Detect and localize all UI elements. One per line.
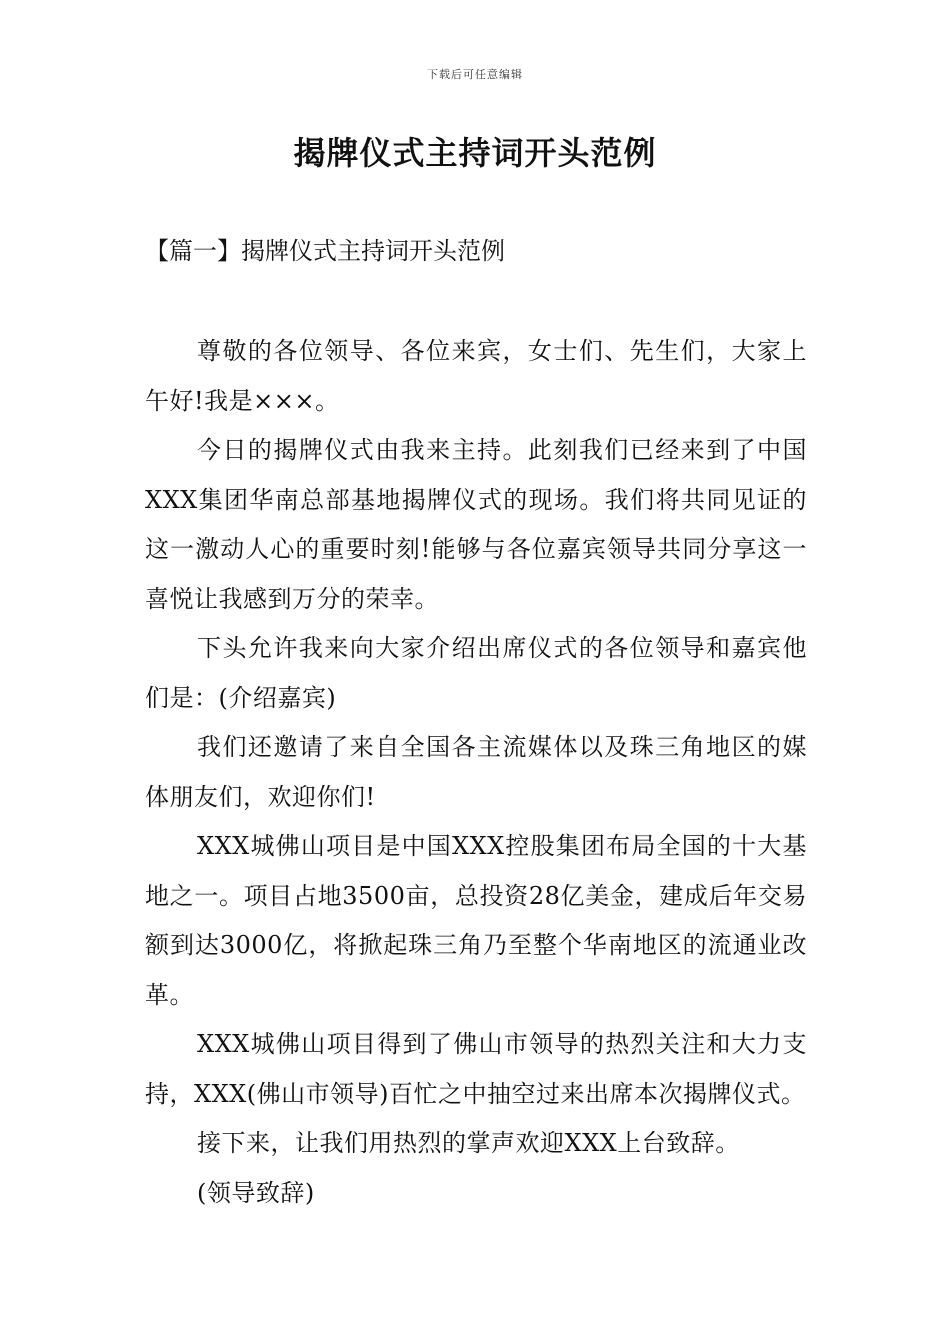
paragraph-opening: 今日的揭牌仪式由我来主持。此刻我们已经来到了中国XXX集团华南总部基地揭牌仪式的现场。我们将共同见证的这一激动人心的重要时刻!能够与各位嘉宾领导共同分享这一喜悦让我感到万分的荣幸。 <box>145 436 807 613</box>
paragraph-guest-intro: 下头允许我来向大家介绍出席仪式的各位领导和嘉宾他们是：(介绍嘉宾) <box>145 634 807 712</box>
paragraph-media: 我们还邀请了来自全国各主流媒体以及珠三角地区的媒体朋友们，欢迎你们! <box>145 733 807 811</box>
paragraph-support: XXX城佛山项目得到了佛山市领导的热烈关注和大力支持，XXX(佛山市领导)百忙之中抽空过来出席本次揭牌仪式。 <box>145 1030 807 1108</box>
section-title: 【篇一】揭牌仪式主持词开头范例 <box>145 237 505 265</box>
paragraph-leader-speech: (领导致辞) <box>197 1178 315 1207</box>
paragraph-project: XXX城佛山项目是中国XXX控股集团布局全国的十大基地之一。项目占地3500亩，总投资28亿美金，建成后年交易额到达3000亿，将掀起珠三角乃至整个华南地区的流通业改革。 <box>145 832 807 1009</box>
paragraph-greeting: 尊敬的各位领导、各位来宾，女士们、先生们，大家上午好!我是×××。 <box>145 337 807 415</box>
document-title: 揭牌仪式主持词开头范例 <box>293 134 657 172</box>
header-note: 下载后可任意编辑 <box>427 68 523 81</box>
paragraph-invite-speech: 接下来，让我们用热烈的掌声欢迎XXX上台致辞。 <box>197 1129 740 1157</box>
document-body <box>145 327 807 1218</box>
